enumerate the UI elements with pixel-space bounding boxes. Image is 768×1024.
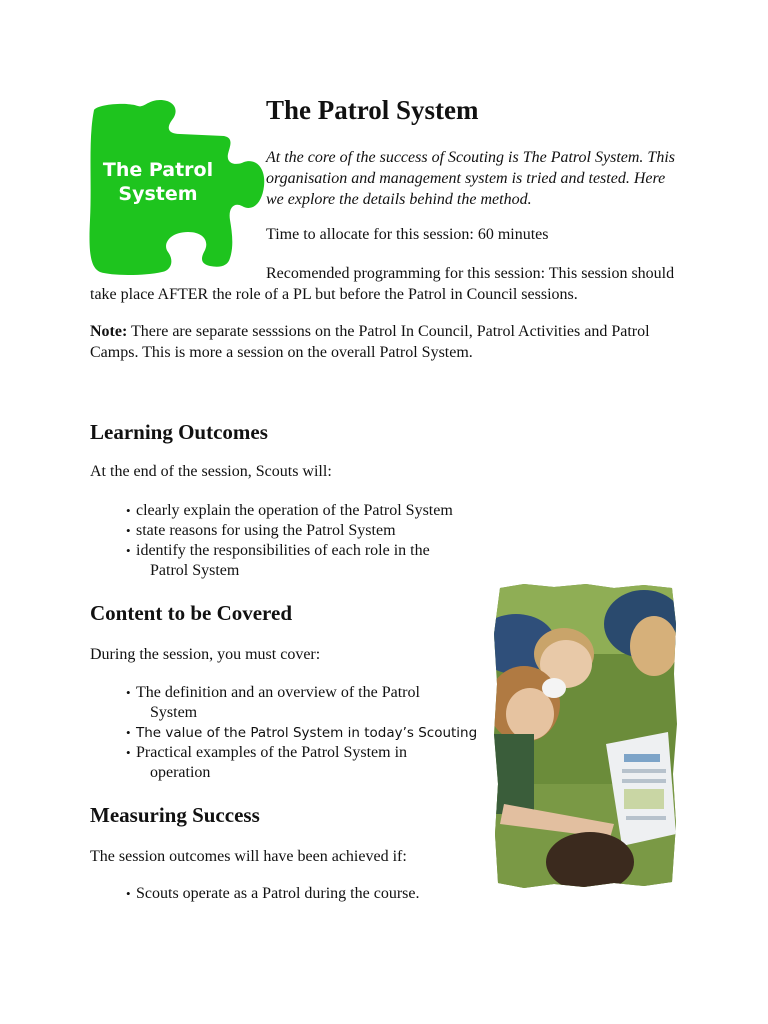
bullet-icon: •	[126, 886, 131, 901]
list-item	[126, 541, 486, 581]
list-item	[126, 743, 496, 783]
learning-outcomes-list	[126, 501, 486, 581]
note-text: There are separate sesssions on the Patrol In Council, Patrol Activities and Patrol Camps. This is more a session on the overall Patrol System.	[90, 323, 650, 361]
page-title: The Patrol System	[266, 95, 479, 125]
learning-outcomes-lead: At the end of the session, Scouts will:	[90, 463, 332, 480]
list-item-continuation: operation	[150, 764, 211, 781]
measuring-success-heading: Measuring Success	[90, 803, 260, 827]
scouts-photo-image	[494, 584, 678, 888]
list-item-text: identify the responsibilities of each role in the	[136, 542, 430, 559]
list-item-text: Practical examples of the Patrol System in	[136, 744, 408, 761]
learning-outcomes-heading: Learning Outcomes	[90, 420, 268, 444]
list-item-continuation: Patrol System	[150, 562, 240, 579]
note-label: Note:	[90, 323, 128, 340]
intro-paragraph: At the core of the success of Scouting is The Patrol System. This organisation and management system is tried and tested. Here we explore the details behind the method.	[266, 149, 675, 208]
list-item-text: state reasons for using the Patrol System	[136, 522, 396, 539]
list-item-text: The value of the Patrol System in today’s Scouting	[136, 725, 478, 741]
bullet-icon: •	[126, 503, 131, 518]
list-item-text: clearly explain the operation of the Patrol System	[136, 502, 453, 519]
bullet-icon: •	[126, 543, 131, 558]
puzzle-label-line1: The Patrol	[102, 159, 214, 181]
patrol-system-puzzle-logo	[88, 100, 266, 276]
list-item-text: Scouts operate as a Patrol during the course.	[136, 885, 420, 902]
content-covered-list	[126, 683, 496, 783]
scouts-photo	[494, 584, 678, 888]
measuring-success-lead: The session outcomes will have been achieved if:	[90, 848, 407, 865]
content-covered-heading: Content to be Covered	[90, 601, 293, 625]
bullet-icon: •	[126, 523, 131, 538]
session-time: Time to allocate for this session: 60 minutes	[266, 226, 549, 243]
bullet-icon: •	[126, 725, 131, 740]
list-item	[126, 723, 496, 743]
list-item-text: The definition and an overview of the Patrol	[136, 684, 420, 701]
bullet-icon: •	[126, 745, 131, 760]
measuring-success-list	[126, 884, 486, 904]
puzzle-label-line2: System	[118, 183, 198, 205]
list-item-continuation: System	[150, 704, 198, 721]
bullet-icon: •	[126, 685, 131, 700]
list-item	[126, 683, 496, 723]
note-paragraph	[90, 321, 690, 363]
list-item	[126, 884, 486, 904]
recommended-programming: Recomended programming for this session: This session should take place AFTER the role of a PL but before the Patrol in Council sessions.	[90, 265, 675, 303]
list-item	[126, 501, 486, 521]
puzzle-label	[88, 158, 228, 206]
list-item	[126, 521, 486, 541]
content-covered-lead: During the session, you must cover:	[90, 646, 321, 663]
